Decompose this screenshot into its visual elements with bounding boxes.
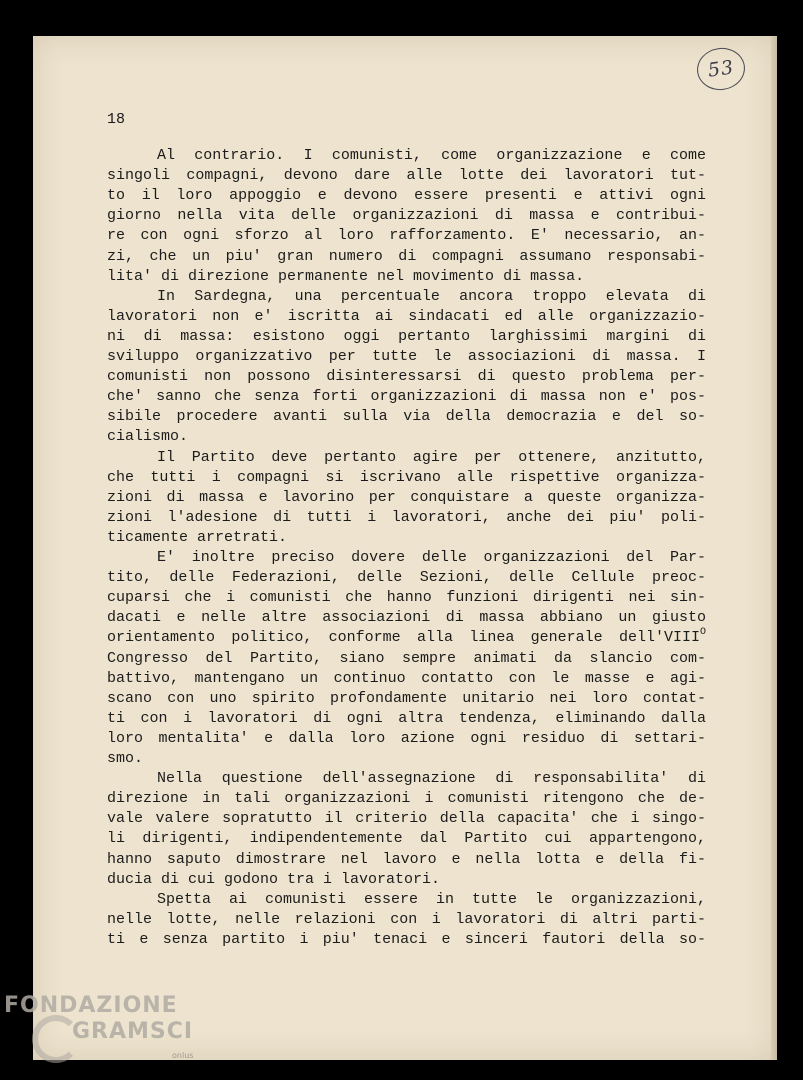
text-line <box>107 749 706 769</box>
text-line-content: cialismo. <box>107 428 189 446</box>
text-line: direzione in tali organizzazioni i comunisti ritengono che de- <box>107 790 706 808</box>
text-line: ti e senza partito i piu' tenaci e sinceri fautori della so- <box>107 930 706 948</box>
text-line: Il Partito deve pertanto agire per ottenere, anzitutto, <box>157 448 706 466</box>
text-line: Nella questione dell'assegnazione di responsabilita' di <box>157 770 706 788</box>
text-line-content: smo. <box>107 750 144 767</box>
superscript: O <box>699 627 706 639</box>
text-line: E' inoltre preciso dovere delle organizzazioni del Par- <box>157 549 706 566</box>
watermark-line-1: FONDAZIONE <box>4 993 178 1018</box>
text-line: sibile procedere avanti sulla via della democrazia e del so- <box>107 408 706 426</box>
text-line: che tutti i compagni si iscrivano alle rispettive organizza- <box>107 468 706 486</box>
text-line: Al contrario. I comunisti, come organizzazione e come <box>157 147 706 164</box>
text-line: lavoratori non e' iscritta ai sindacati ed alle organizzazio- <box>107 307 706 325</box>
text-line: nelle lotte, nelle relazioni con i lavoratori di altri parti- <box>107 910 706 928</box>
text-line-content: lita' di direzione permanente nel movimento di massa. <box>107 267 585 285</box>
page-number: 18 <box>107 111 126 128</box>
text-line: Congresso del Partito, siano sempre animati da slancio com- <box>107 649 706 667</box>
page-edge <box>771 36 777 1060</box>
text-line: cuparsi che i comunisti che hanno funzioni dirigenti nei sin- <box>107 589 706 607</box>
watermark-line-2: GRAMSCI <box>72 1019 194 1044</box>
text-line: battivo, mantengano un continuo contatto con le masse e agi- <box>107 669 706 687</box>
text-line: zi, che un piu' gran numero di compagni assumano responsabi- <box>107 247 706 265</box>
text-line-content: ticamente arretrati. <box>107 528 288 546</box>
text-line <box>107 427 706 447</box>
text-line <box>107 267 706 287</box>
text-line: singoli compagni, devono dare alle lotte dei lavoratori tut- <box>107 167 706 185</box>
watermark-suffix: onlus <box>172 1051 194 1060</box>
text-line: loro mentalita' e dalla loro azione ogni residuo di settari- <box>107 729 706 747</box>
archive-number: 53 <box>706 56 736 82</box>
text-line: ni di massa: esistono oggi pertanto larghissimi margini di <box>107 327 706 345</box>
text-line: orientamento politico, conforme alla linea generale $dell'VIII^O$ <box>107 627 706 647</box>
text-line: sviluppo organizzativo per tutte le associazioni di massa. I <box>107 348 706 365</box>
text-line <box>107 528 706 548</box>
text-line: li dirigenti, indipendentemente dal Partito cui appartengono, <box>107 830 706 848</box>
text-line: In Sardegna, una percentuale ancora troppo elevata di <box>157 287 706 305</box>
text-line <box>107 870 706 890</box>
text-line: ti con i lavoratori di ogni altra tendenza, eliminando dalla <box>107 709 706 727</box>
text-line: to il loro appoggio e devono essere presenti e attivi ogni <box>107 187 706 205</box>
text-line: dacati e nelle altre associazioni di massa abbiano un giusto <box>107 609 706 627</box>
text-line: Spetta ai comunisti essere in tutte le organizzazioni, <box>157 890 706 908</box>
text-line: tito, delle Federazioni, delle Sezioni, delle Cellule preoc- <box>107 569 706 587</box>
text-line: re con ogni sforzo al loro rafforzamento. E' necessario, an- <box>107 227 706 245</box>
text-line: vale valere sopratutto il criterio della capacita' che i singo- <box>107 810 706 828</box>
text-line: scano con uno spirito profondamente unitario nei loro contat- <box>107 689 706 707</box>
watermark-logo <box>4 993 214 1073</box>
text-line: giorno nella vita delle organizzazioni di massa e contribui- <box>107 207 706 225</box>
text-line-content: ducia di cui godono tra i lavoratori. <box>107 870 441 888</box>
text-line: comunisti non possono disinteressarsi di questo problema per- <box>107 368 706 386</box>
text-line: che' sanno che senza forti organizzazioni di massa non e' pos- <box>107 388 706 406</box>
text-line: zioni di massa e lavorino per conquistare a queste organizza- <box>107 488 706 506</box>
text-line: zioni l'adesione di tutti i lavoratori, anche dei piu' poli- <box>107 508 706 526</box>
text-line: hanno saputo dimostrare nel lavoro e nella lotta e della fi- <box>107 850 706 868</box>
